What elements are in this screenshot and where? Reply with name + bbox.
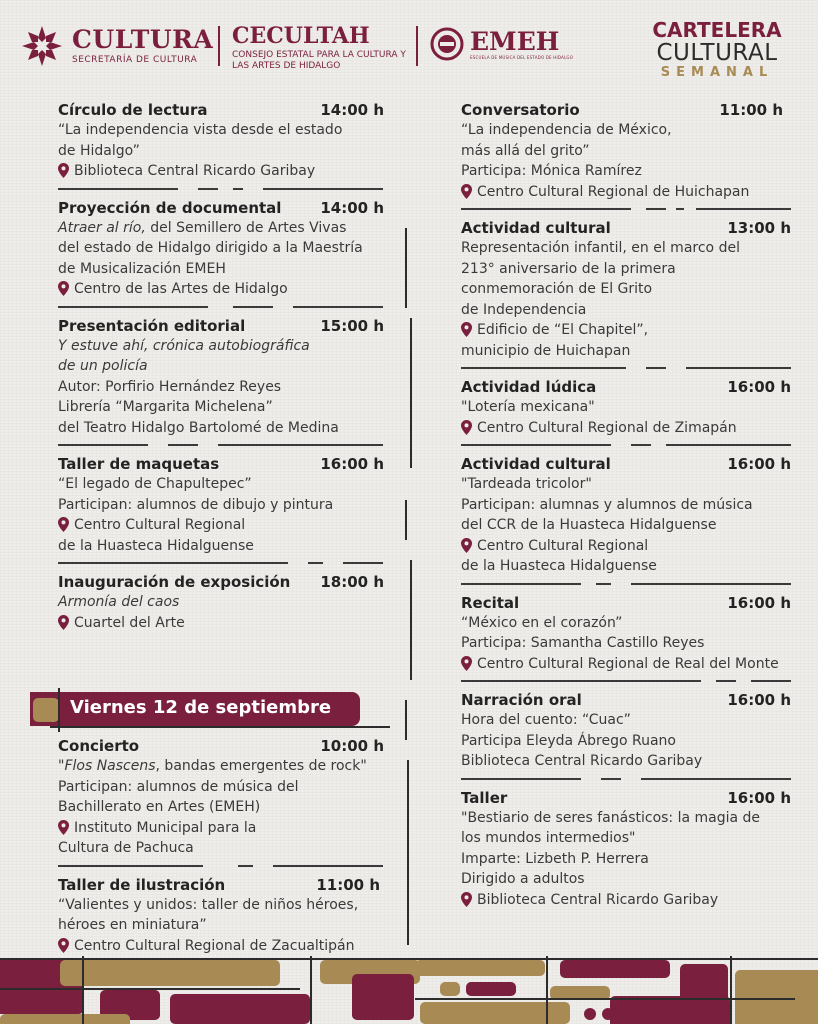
event-title: Conversatorio [461,101,580,119]
event-detail: de Independencia [461,301,587,318]
cultura-title: CULTURA [72,25,214,54]
footer-block [170,994,310,1024]
event-detail: Librería “Margarita Michelena” [58,399,273,415]
event-title: Inauguración de exposición [58,573,291,591]
event-time: 18:00 h [320,573,384,591]
event-place: Centro Cultural Regional de Zimapán [477,419,737,436]
left-column-friday [58,736,384,956]
divider [461,583,791,585]
cartelera-line3: SEMANAL [660,65,774,80]
event-time: 16:00 h [727,788,791,807]
event-place: Centro Cultural Regional de Real del Monte [477,655,779,672]
divider [58,562,384,564]
divider [461,367,791,369]
event-item [461,690,791,780]
event-place-cont: Cultura de Pachuca [58,840,194,856]
footer-line [82,956,84,1024]
event-place: Centro Cultural Regional [74,517,246,533]
event-place: Cuartel del Arte [74,614,185,631]
emeh-emblem-icon [430,27,464,61]
footer-block [415,960,545,976]
event-detail: “La independencia de México, [461,122,672,138]
decorative-footer [0,956,818,1024]
event-item [58,198,384,308]
header [0,0,818,92]
event-item [461,454,791,585]
footer-block [60,960,280,986]
event-detail: de Hidalgo” [58,142,140,159]
footer-dot [602,1008,614,1020]
event-time: 16:00 h [727,455,791,473]
header-divider [416,26,418,66]
event-detail: Participa: Samantha Castillo Reyes [461,635,705,651]
footer-dot [584,1008,596,1020]
event-detail: Representación infantil, en el marco del [461,240,740,256]
footer-line [415,998,795,1000]
column-divider [405,228,407,308]
event-detail: Participan: alumnas y alumnos de música [461,496,753,513]
location-pin-icon [58,517,69,532]
cultura-logo [20,24,213,68]
event-title: Círculo de lectura [58,101,208,119]
event-place-cont: municipio de Huichapan [461,342,631,359]
location-pin-icon [58,615,69,630]
event-title: Taller [461,788,508,807]
divider [58,306,384,308]
footer-line [546,956,548,1024]
event-title: Actividad cultural [461,219,611,237]
event-title: Actividad lúdica [461,378,597,396]
emeh-title: EMEH [470,26,560,56]
event-detail: Dirigido a adultos [461,871,585,887]
footer-line [310,956,312,1024]
location-pin-icon [58,163,69,178]
divider [461,680,791,682]
divider [58,444,384,446]
event-title: Concierto [58,737,140,755]
event-detail: Participan: alumnos de dibujo y pintura [58,496,334,513]
footer-line [0,988,300,990]
event-title: Taller de maquetas [58,455,220,473]
footer-line [730,956,732,1024]
event-time: 10:00 h [320,737,384,755]
location-pin-icon [461,184,472,199]
event-detail: Participa: Mónica Ramírez [461,163,642,179]
event-detail: Bachillerato en Artes (EMEH) [58,799,261,815]
event-title: Taller de ilustración [58,875,226,894]
event-time: 16:00 h [727,378,791,396]
event-detail: Autor: Porfirio Hernández Reyes [58,378,282,395]
location-pin-icon [461,420,472,435]
event-time: 16:00 h [727,593,791,612]
event-place: Biblioteca Central Ricardo Garibay [477,891,719,908]
column-divider [410,560,412,680]
event-item [58,736,384,867]
event-item [58,454,384,564]
event-detail: Y estuve ahí, crónica autobiográfica [58,337,310,354]
event-time: 13:00 h [727,219,791,237]
column-divider [405,700,407,740]
event-place: Instituto Municipal para la [74,819,257,836]
event-detail: “La independencia vista desde el estado [58,122,343,138]
event-place: Centro Cultural Regional de Zacualtipán [74,937,355,954]
event-detail: conmemoración de El Grito [461,281,653,297]
event-detail: del CCR de la Huasteca Hidalguense [461,517,717,533]
column-divider [410,318,412,468]
event-place: Edificio de “El Chapitel”, [477,322,649,338]
left-column [58,100,384,641]
day-banner-accent [33,698,59,722]
event-italic-title: Atraer al río, [58,219,146,236]
divider [58,865,384,867]
event-place-cont: de la Huasteca Hidalguense [58,537,254,554]
event-detail: del Teatro Hidalgo Bartolomé de Medina [58,419,339,436]
footer-block [735,970,818,1024]
event-detail: Participan: alumnos de música del [58,778,299,795]
event-detail: "Flos Nascens, bandas emergentes de rock" [58,758,367,774]
event-title: Proyección de documental [58,198,282,217]
footer-block [0,1014,130,1024]
column-divider [407,760,409,945]
event-time: 15:00 h [320,316,384,335]
event-time: 16:00 h [727,691,791,709]
day-banner-label: Viernes 12 de septiembre [70,697,332,718]
column-divider [405,500,407,540]
event-detail-text: , bandas emergentes de rock" [155,758,367,774]
event-place: Centro Cultural Regional de Huichapan [477,183,750,200]
event-detail: Hora del cuento: “Cuac” [461,712,631,728]
divider [461,444,791,446]
footer-block [352,974,414,1020]
event-detail: más allá del grito” [461,142,590,159]
day-banner [30,692,360,728]
cartelera-line2: CULTURAL [656,40,778,66]
right-column [461,100,791,910]
event-detail: de Musicalización EMEH [58,260,226,277]
event-title: Presentación editorial [58,316,246,335]
event-time: 11:00 h [719,101,783,119]
event-detail: del estado de Hidalgo dirigido a la Maestría [58,240,363,256]
cecultah-title: CECULTAH [232,23,370,49]
event-place: Centro Cultural Regional [477,537,649,554]
divider [461,778,791,780]
footer-block [440,982,460,996]
event-item [461,218,791,369]
location-pin-icon [58,820,69,835]
event-item [461,593,791,683]
location-pin-icon [461,656,472,671]
event-time: 16:00 h [320,455,384,473]
event-detail: “Valientes y unidos: taller de niños héroes, [58,896,359,913]
event-detail: Imparte: Lizbeth P. Herrera [461,850,649,867]
emeh-logo [430,27,573,61]
location-pin-icon [461,538,472,553]
event-detail: Participa Eleyda Ábrego Ruano [461,732,676,749]
event-place: Centro de las Artes de Hidalgo [74,281,288,297]
event-item [58,100,384,190]
event-time: 14:00 h [320,198,384,217]
event-detail: héroes en miniatura” [58,917,207,933]
event-time: 11:00 h [316,875,380,894]
cecultah-subtitle: CONSEJO ESTATAL PARA LA CULTURA Y LAS ARTES DE HIDALGO [232,50,406,71]
event-item [461,377,791,446]
footer-line [0,958,818,960]
divider [461,208,791,210]
event-title: Narración oral [461,691,582,709]
footer-block [466,982,516,996]
event-detail: Armonía del caos [58,594,180,610]
event-detail: "Lotería mexicana" [461,399,595,415]
event-time: 14:00 h [320,101,384,119]
event-detail: “México en el corazón” [461,614,623,631]
cartelera-line1: CARTELERA [652,18,782,42]
day-banner-line [50,726,390,728]
event-item [58,316,384,447]
cartelera-title [642,20,792,81]
footer-block [560,960,670,978]
location-pin-icon [58,281,69,296]
event-title: Recital [461,593,520,612]
event-italic-title: Flos Nascens [64,758,156,774]
event-item [58,572,384,641]
event-title: Actividad cultural [461,455,611,473]
event-detail [58,218,384,239]
star-emblem-icon [20,24,64,68]
event-detail-text: del Semillero de Artes Vivas [150,219,347,236]
cecultah-logo [232,24,412,72]
event-item [461,788,791,911]
event-detail: Biblioteca Central Ricardo Garibay [461,753,703,769]
event-place-cont: de la Huasteca Hidalguense [461,558,657,574]
emeh-subtitle: ESCUELA DE MÚSICA DEL ESTADO DE HIDALGO [470,54,574,60]
location-pin-icon [58,938,69,953]
event-detail: "Bestiario de seres fanásticos: la magia de [461,809,761,826]
header-divider [218,26,220,66]
event-detail: 213° aniversario de la primera [461,260,676,277]
cultura-subtitle: SECRETARÍA DE CULTURA [72,55,198,65]
event-place: Biblioteca Central Ricardo Garibay [74,163,316,179]
event-detail: "Tardeada tricolor" [461,476,592,492]
event-detail: los mundos intermedios" [461,830,636,846]
location-pin-icon [461,892,472,907]
event-item [461,100,791,210]
divider [58,188,384,190]
event-detail: “El legado de Chapultepec” [58,476,252,492]
event-detail: de un policía [58,358,148,374]
footer-dot [620,1008,632,1020]
event-item [58,875,384,957]
location-pin-icon [461,322,472,337]
